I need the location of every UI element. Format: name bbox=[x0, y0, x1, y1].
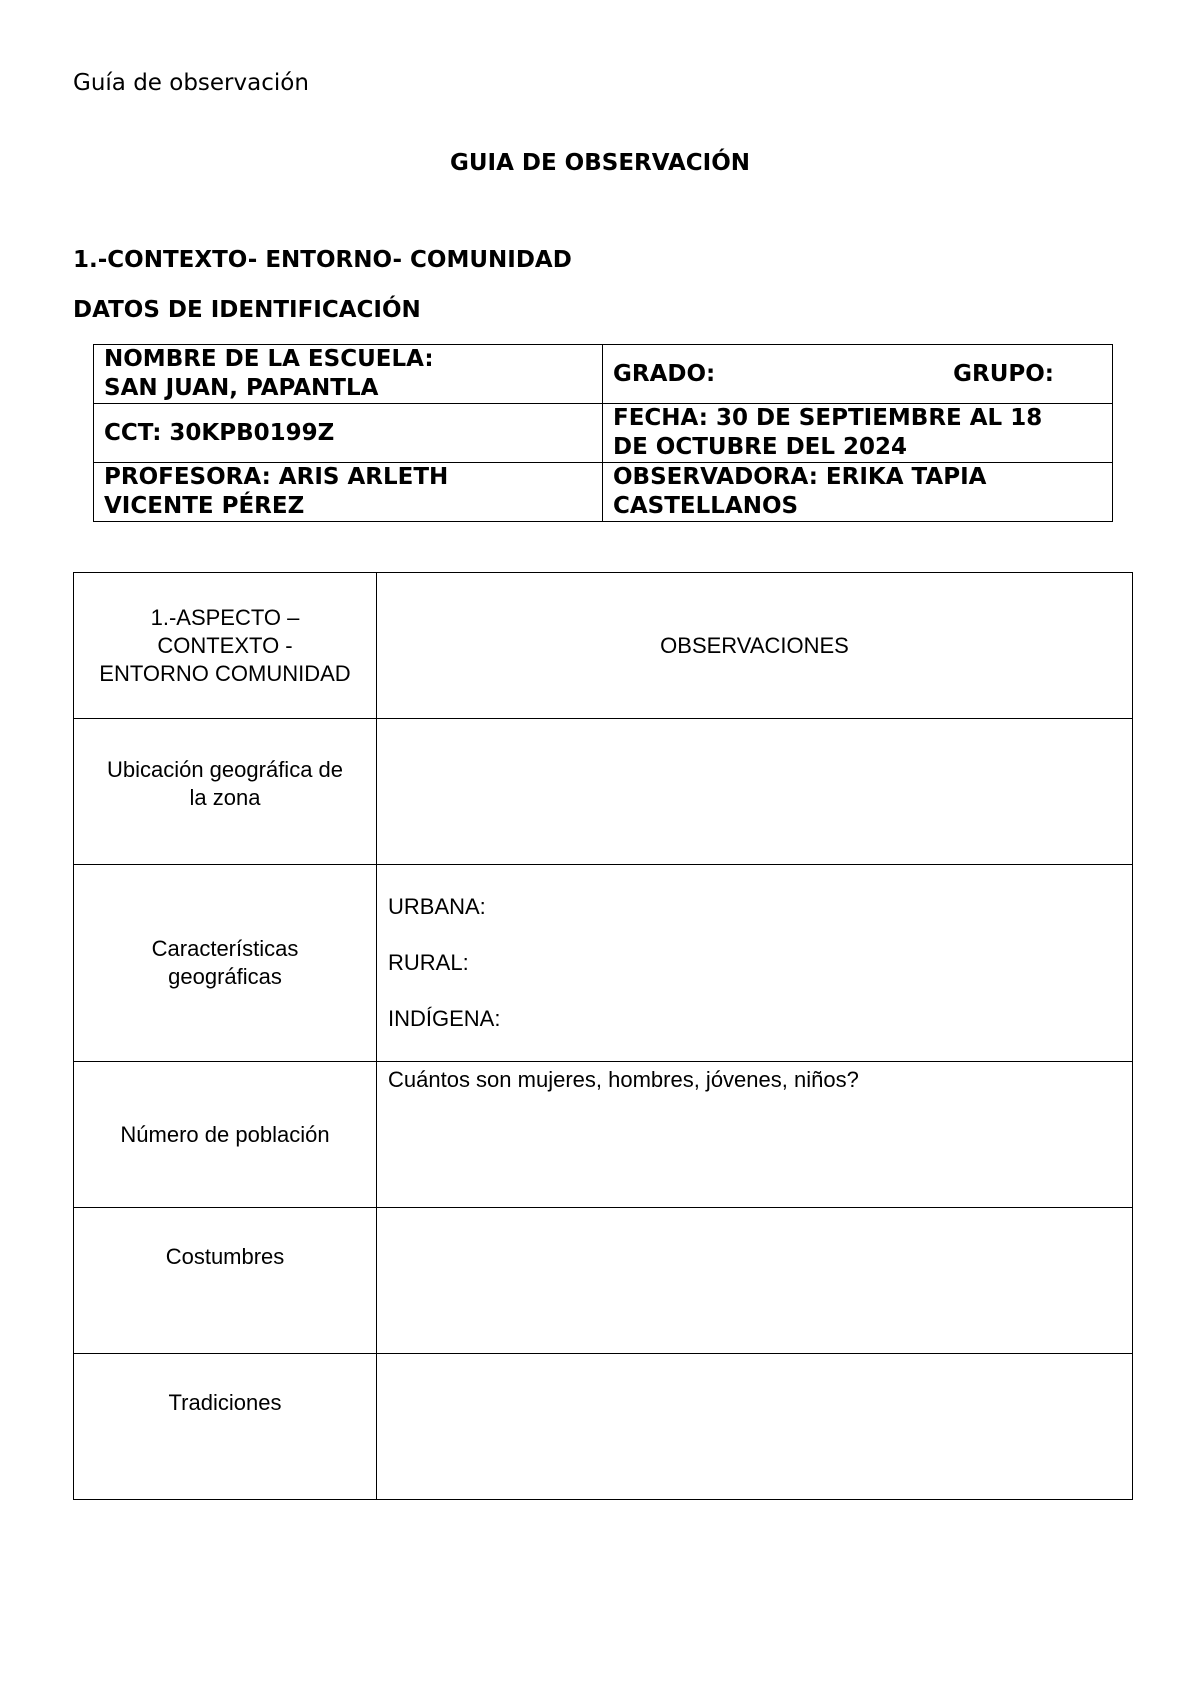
aspect-header-line-1: 1.-ASPECTO – bbox=[150, 604, 300, 630]
document-title: GUIA DE OBSERVACIÓN bbox=[449, 150, 751, 176]
aspect-header-line-2: CONTEXTO - bbox=[157, 632, 293, 658]
table-row-costumbres bbox=[74, 1208, 1133, 1354]
observadora-line-2: CASTELLANOS bbox=[613, 493, 799, 519]
aspect-cell-tradiciones bbox=[74, 1354, 377, 1500]
profesora-cell bbox=[94, 463, 603, 522]
table-row-poblacion bbox=[74, 1062, 1133, 1208]
school-name-label: NOMBRE DE LA ESCUELA: bbox=[104, 346, 434, 372]
fecha-line-2: DE OCTUBRE DEL 2024 bbox=[613, 434, 908, 460]
observation-cell-tradiciones[interactable] bbox=[377, 1354, 1133, 1500]
identification-table bbox=[93, 344, 1113, 522]
aspect-costumbres-label: Costumbres bbox=[165, 1243, 285, 1269]
option-urbana: URBANA: bbox=[388, 894, 486, 919]
observation-header-row bbox=[74, 573, 1133, 719]
grupo-label: GRUPO: bbox=[953, 360, 1054, 387]
aspect-caracteristicas-line-2: geográficas bbox=[168, 964, 282, 989]
aspect-cell-costumbres bbox=[74, 1208, 377, 1354]
poblacion-question: Cuántos son mujeres, hombres, jóvenes, niños? bbox=[388, 1067, 859, 1092]
observation-cell-costumbres[interactable] bbox=[377, 1208, 1133, 1354]
cct-value: CCT: 30KPB0199Z bbox=[104, 419, 335, 446]
section-title: 1.-CONTEXTO- ENTORNO- COMUNIDAD bbox=[73, 247, 572, 273]
school-name-value: SAN JUAN, PAPANTLA bbox=[104, 375, 379, 401]
page-header-note: Guía de observación bbox=[73, 70, 309, 96]
option-indigena: INDÍGENA: bbox=[388, 1006, 501, 1031]
fecha-cell bbox=[603, 404, 1113, 463]
aspect-ubicacion-line-1: Ubicación geográfica de bbox=[106, 756, 344, 782]
subsection-title: DATOS DE IDENTIFICACIÓN bbox=[73, 297, 421, 323]
observation-cell-poblacion[interactable] bbox=[377, 1062, 1133, 1208]
aspect-cell-ubicacion bbox=[74, 719, 377, 865]
aspect-caracteristicas-line-1: Características bbox=[151, 936, 299, 961]
observations-header-cell: OBSERVACIONES bbox=[377, 573, 1133, 719]
observation-cell-ubicacion[interactable] bbox=[377, 719, 1133, 865]
school-name-cell bbox=[94, 345, 603, 404]
profesora-line-1: PROFESORA: ARIS ARLETH bbox=[104, 464, 449, 490]
observation-cell-caracteristicas[interactable] bbox=[377, 865, 1133, 1062]
identification-row-cct bbox=[94, 404, 1113, 463]
fecha-line-1: FECHA: 30 DE SEPTIEMBRE AL 18 bbox=[613, 405, 1043, 431]
aspect-cell-caracteristicas bbox=[74, 865, 377, 1062]
cct-cell bbox=[94, 404, 603, 463]
table-row-ubicacion bbox=[74, 719, 1133, 865]
aspect-ubicacion-line-2: la zona bbox=[189, 784, 261, 810]
identification-row-school bbox=[94, 345, 1113, 404]
aspect-cell-poblacion: Número de población bbox=[74, 1062, 377, 1208]
observation-table bbox=[73, 572, 1133, 1500]
grado-grupo-cell bbox=[603, 345, 1113, 404]
table-row-tradiciones bbox=[74, 1354, 1133, 1500]
identification-row-people bbox=[94, 463, 1113, 522]
observadora-line-1: OBSERVADORA: ERIKA TAPIA bbox=[613, 464, 987, 490]
aspect-tradiciones-label: Tradiciones bbox=[168, 1389, 282, 1415]
aspect-header-line-3: ENTORNO COMUNIDAD bbox=[99, 660, 351, 686]
table-row-caracteristicas bbox=[74, 865, 1133, 1062]
observadora-cell bbox=[603, 463, 1113, 522]
grado-label: GRADO: bbox=[613, 360, 716, 387]
option-rural: RURAL: bbox=[388, 950, 469, 975]
aspect-header-cell bbox=[74, 573, 377, 719]
profesora-line-2: VICENTE PÉREZ bbox=[104, 493, 305, 519]
